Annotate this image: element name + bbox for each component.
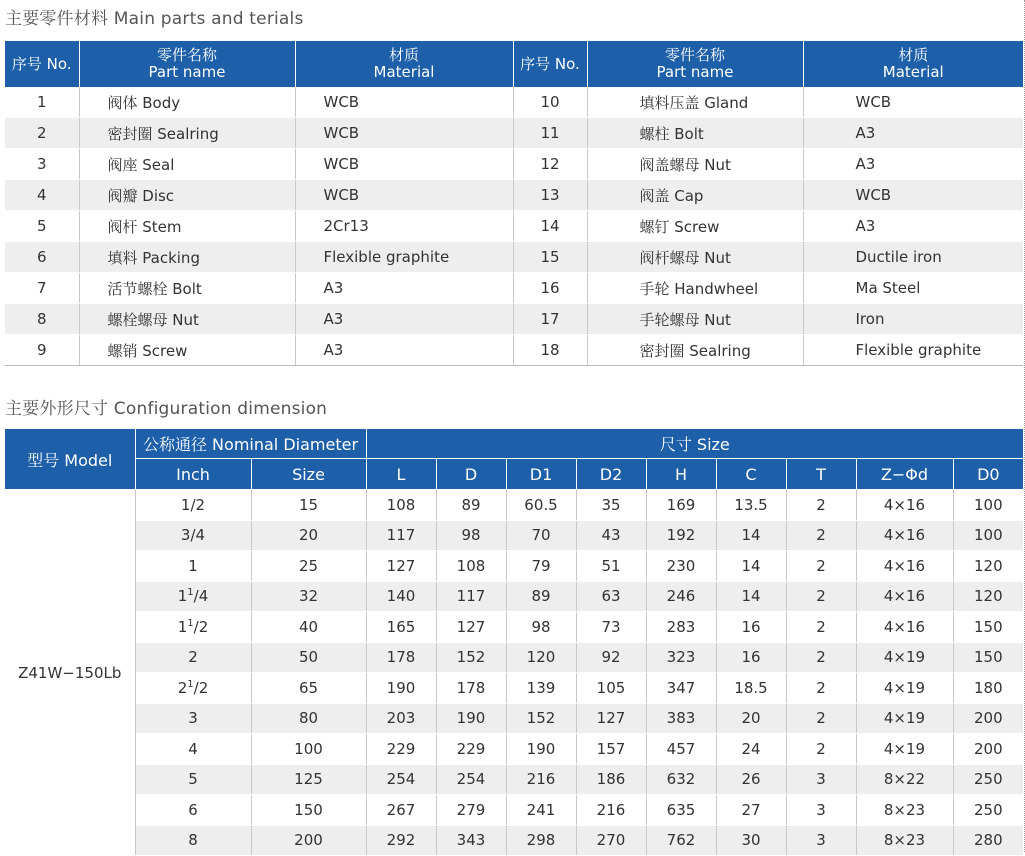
header-part-name-2 [587, 41, 803, 87]
part-material: Ductile iron [803, 242, 1023, 273]
table-row [5, 304, 1023, 335]
dim-d0-cell: 120 [953, 581, 1023, 612]
dim-d-cell: 152 [436, 642, 506, 673]
table-row [5, 764, 1023, 795]
inch-cell: 3 [135, 703, 251, 734]
dim-h-cell: 283 [646, 612, 716, 643]
dim-h-cell: 323 [646, 642, 716, 673]
dim-d2-cell: 270 [576, 825, 646, 856]
part-name: 阀座 Seal [79, 149, 295, 180]
dim-d1-cell: 152 [506, 703, 576, 734]
part-name: 阀体 Body [79, 87, 295, 118]
dim-l-cell: 203 [366, 703, 436, 734]
inch-whole: 1 [177, 617, 188, 636]
dim-zphid-cell: 4×16 [856, 612, 953, 643]
dim-h-cell: 632 [646, 764, 716, 795]
part-no: 7 [5, 273, 79, 304]
dim-h-cell: 457 [646, 734, 716, 765]
dim-d1-cell: 98 [506, 612, 576, 643]
dim-l-cell: 127 [366, 551, 436, 582]
dim-d0-cell: 200 [953, 734, 1023, 765]
dim-h-cell: 347 [646, 673, 716, 704]
inch-cell: 4 [135, 734, 251, 765]
dim-h-cell: 169 [646, 490, 716, 521]
dim-d2-cell: 73 [576, 612, 646, 643]
header-T: T [786, 459, 856, 490]
part-no: 16 [513, 273, 587, 304]
dim-d-cell: 178 [436, 673, 506, 704]
part-name: 阀盖螺母 Nut [587, 149, 803, 180]
dim-d-cell: 279 [436, 795, 506, 826]
dim-d1-cell: 241 [506, 795, 576, 826]
part-no: 15 [513, 242, 587, 273]
dim-zphid-cell: 8×23 [856, 825, 953, 856]
dim-h-cell: 230 [646, 551, 716, 582]
part-no: 11 [513, 118, 587, 149]
inch-cell: 6 [135, 795, 251, 826]
table-row [5, 149, 1023, 180]
dim-d0-cell: 120 [953, 551, 1023, 582]
dim-c-cell: 26 [716, 764, 786, 795]
dim-d2-cell: 186 [576, 764, 646, 795]
dim-zphid-cell: 4×19 [856, 703, 953, 734]
table-row [5, 490, 1023, 521]
dim-d0-cell: 200 [953, 703, 1023, 734]
inch-fraction-denominator: /2 [193, 617, 209, 636]
dim-size-cell: 20 [251, 520, 366, 551]
table-row [5, 612, 1023, 643]
part-name: 密封圈 Sealring [79, 118, 295, 149]
dim-d1-cell: 70 [506, 520, 576, 551]
dim-t-cell: 2 [786, 734, 856, 765]
inch-cell: 8 [135, 825, 251, 856]
inch-fraction-denominator: /4 [193, 587, 209, 606]
dim-l-cell: 108 [366, 490, 436, 521]
inch-fraction-numerator: 1 [187, 617, 194, 629]
dim-header-row-2 [5, 459, 1023, 490]
dim-d0-cell: 180 [953, 673, 1023, 704]
dim-c-cell: 18.5 [716, 673, 786, 704]
dim-d1-cell: 298 [506, 825, 576, 856]
dim-c-cell: 14 [716, 581, 786, 612]
table-row [5, 581, 1023, 612]
inch-fraction-numerator: 1 [187, 587, 194, 599]
header-part-name-en: Part name [148, 63, 226, 81]
table-row [5, 273, 1023, 304]
table-row [5, 335, 1023, 366]
dim-d1-cell: 120 [506, 642, 576, 673]
dim-d-cell: 343 [436, 825, 506, 856]
part-material: WCB [803, 87, 1023, 118]
dim-d1-cell: 139 [506, 673, 576, 704]
dim-c-cell: 27 [716, 795, 786, 826]
dim-t-cell: 2 [786, 642, 856, 673]
part-material: Flexible graphite [803, 335, 1023, 366]
table-row [5, 87, 1023, 118]
header-size: Size [251, 459, 366, 490]
header-part-name-cn: 零件名称 [156, 46, 217, 64]
dim-d1-cell: 89 [506, 581, 576, 612]
dim-zphid-cell: 8×23 [856, 795, 953, 826]
dim-l-cell: 267 [366, 795, 436, 826]
dim-t-cell: 2 [786, 703, 856, 734]
part-name: 螺钉 Screw [587, 211, 803, 242]
part-material: A3 [295, 304, 513, 335]
header-material-2 [803, 41, 1023, 87]
part-no: 5 [5, 211, 79, 242]
inch-fraction-denominator: /2 [193, 678, 209, 697]
dim-t-cell: 3 [786, 764, 856, 795]
dim-t-cell: 2 [786, 612, 856, 643]
dim-t-cell: 2 [786, 520, 856, 551]
part-no: 12 [513, 149, 587, 180]
inch-cell: 1/2 [135, 490, 251, 521]
header-D2: D2 [576, 459, 646, 490]
dim-d0-cell: 280 [953, 825, 1023, 856]
part-name: 阀杆螺母 Nut [587, 242, 803, 273]
dim-d2-cell: 105 [576, 673, 646, 704]
dim-d2-cell: 157 [576, 734, 646, 765]
dim-d0-cell: 100 [953, 520, 1023, 551]
dim-l-cell: 140 [366, 581, 436, 612]
header-H: H [646, 459, 716, 490]
dim-d-cell: 117 [436, 581, 506, 612]
part-name: 螺栓螺母 Nut [79, 304, 295, 335]
dim-d2-cell: 92 [576, 642, 646, 673]
dim-l-cell: 229 [366, 734, 436, 765]
part-material: WCB [803, 180, 1023, 211]
dim-size-cell: 15 [251, 490, 366, 521]
dim-l-cell: 254 [366, 764, 436, 795]
model-cell: Z41W−150Lb [5, 490, 135, 856]
dim-zphid-cell: 4×19 [856, 734, 953, 765]
dim-size-cell: 150 [251, 795, 366, 826]
part-material: WCB [295, 87, 513, 118]
part-material: WCB [295, 180, 513, 211]
dim-zphid-cell: 8×22 [856, 764, 953, 795]
header-material-en: Material [373, 63, 435, 81]
dim-c-cell: 30 [716, 825, 786, 856]
dim-t-cell: 3 [786, 825, 856, 856]
header-Z-phi-d: Z−Φd [856, 459, 953, 490]
dim-size-cell: 100 [251, 734, 366, 765]
dim-d2-cell: 127 [576, 703, 646, 734]
header-no-2: 序号 No. [513, 41, 587, 87]
dim-d1-cell: 79 [506, 551, 576, 582]
table-row [5, 703, 1023, 734]
header-D1: D1 [506, 459, 576, 490]
dim-d0-cell: 100 [953, 490, 1023, 521]
dim-d-cell: 127 [436, 612, 506, 643]
dim-d2-cell: 51 [576, 551, 646, 582]
header-L: L [366, 459, 436, 490]
inch-whole: 2 [177, 678, 188, 697]
dim-d0-cell: 250 [953, 764, 1023, 795]
dim-c-cell: 14 [716, 520, 786, 551]
table-row [5, 551, 1023, 582]
configuration-dimension-table [5, 429, 1023, 856]
dim-t-cell: 2 [786, 581, 856, 612]
part-no: 3 [5, 149, 79, 180]
dim-zphid-cell: 4×19 [856, 642, 953, 673]
dim-d0-cell: 250 [953, 795, 1023, 826]
header-D0: D0 [953, 459, 1023, 490]
part-name: 填料 Packing [79, 242, 295, 273]
part-material: A3 [295, 273, 513, 304]
table-row [5, 825, 1023, 856]
dim-size-cell: 32 [251, 581, 366, 612]
part-no: 4 [5, 180, 79, 211]
dim-d-cell: 98 [436, 520, 506, 551]
dim-d0-cell: 150 [953, 612, 1023, 643]
header-inch: Inch [135, 459, 251, 490]
dim-d-cell: 190 [436, 703, 506, 734]
header-part-name-en-2: Part name [656, 63, 734, 81]
part-name: 手轮 Handwheel [587, 273, 803, 304]
table-row [5, 734, 1023, 765]
dim-size-cell: 200 [251, 825, 366, 856]
dim-header-row-1 [5, 429, 1023, 459]
part-material: 2Cr13 [295, 211, 513, 242]
dim-zphid-cell: 4×16 [856, 520, 953, 551]
parts-materials-table [5, 41, 1023, 366]
dim-d-cell: 89 [436, 490, 506, 521]
part-no: 18 [513, 335, 587, 366]
table-row [5, 242, 1023, 273]
dim-l-cell: 292 [366, 825, 436, 856]
part-no: 9 [5, 335, 79, 366]
part-no: 13 [513, 180, 587, 211]
header-material-cn: 材质 [388, 46, 419, 64]
header-model: 型号 Model [5, 429, 135, 490]
part-material: WCB [295, 118, 513, 149]
inch-cell: 3/4 [135, 520, 251, 551]
part-no: 14 [513, 211, 587, 242]
dim-h-cell: 192 [646, 520, 716, 551]
dim-l-cell: 117 [366, 520, 436, 551]
dim-l-cell: 165 [366, 612, 436, 643]
header-size-group: 尺寸 Size [366, 429, 1023, 459]
parts-header-row [5, 41, 1023, 87]
inch-cell [135, 673, 251, 704]
dim-d1-cell: 190 [506, 734, 576, 765]
inch-cell: 1 [135, 551, 251, 582]
table-row [5, 211, 1023, 242]
inch-cell [135, 612, 251, 643]
table-row [5, 673, 1023, 704]
part-material: A3 [803, 149, 1023, 180]
part-no: 6 [5, 242, 79, 273]
table-row [5, 642, 1023, 673]
dim-d2-cell: 216 [576, 795, 646, 826]
dim-d-cell: 229 [436, 734, 506, 765]
table-row [5, 795, 1023, 826]
dim-size-cell: 80 [251, 703, 366, 734]
dim-section-title: 主要外形尺寸 Configuration dimension [5, 399, 328, 419]
dim-size-cell: 65 [251, 673, 366, 704]
inch-cell: 5 [135, 764, 251, 795]
table-row [5, 118, 1023, 149]
header-D: D [436, 459, 506, 490]
dim-size-cell: 25 [251, 551, 366, 582]
header-material-en-2: Material [882, 63, 944, 81]
dim-l-cell: 178 [366, 642, 436, 673]
dim-d-cell: 254 [436, 764, 506, 795]
part-material: Flexible graphite [295, 242, 513, 273]
table-row [5, 520, 1023, 551]
dim-c-cell: 14 [716, 551, 786, 582]
dim-t-cell: 3 [786, 795, 856, 826]
part-name: 阀瓣 Disc [79, 180, 295, 211]
inch-cell [135, 581, 251, 612]
part-name: 阀盖 Cap [587, 180, 803, 211]
header-C: C [716, 459, 786, 490]
dim-c-cell: 24 [716, 734, 786, 765]
part-material: A3 [295, 335, 513, 366]
part-name: 手轮螺母 Nut [587, 304, 803, 335]
dim-t-cell: 2 [786, 551, 856, 582]
dim-d2-cell: 63 [576, 581, 646, 612]
dim-c-cell: 16 [716, 612, 786, 643]
parts-section-title: 主要零件材料 Main parts and terials [5, 9, 304, 29]
dim-h-cell: 762 [646, 825, 716, 856]
part-no: 1 [5, 87, 79, 118]
part-no: 8 [5, 304, 79, 335]
dim-zphid-cell: 4×16 [856, 581, 953, 612]
inch-cell: 2 [135, 642, 251, 673]
dim-c-cell: 13.5 [716, 490, 786, 521]
dim-size-cell: 50 [251, 642, 366, 673]
part-material: A3 [803, 211, 1023, 242]
dim-d1-cell: 60.5 [506, 490, 576, 521]
part-name: 螺销 Screw [79, 335, 295, 366]
dim-d-cell: 108 [436, 551, 506, 582]
dim-size-cell: 40 [251, 612, 366, 643]
header-part-name [79, 41, 295, 87]
dim-h-cell: 635 [646, 795, 716, 826]
part-material: A3 [803, 118, 1023, 149]
dim-d1-cell: 216 [506, 764, 576, 795]
dim-h-cell: 383 [646, 703, 716, 734]
dim-d0-cell: 150 [953, 642, 1023, 673]
part-material: WCB [295, 149, 513, 180]
part-material: Iron [803, 304, 1023, 335]
dim-zphid-cell: 4×19 [856, 673, 953, 704]
part-name: 阀杆 Stem [79, 211, 295, 242]
inch-fraction-numerator: 1 [187, 678, 194, 690]
part-material: Ma Steel [803, 273, 1023, 304]
dim-t-cell: 2 [786, 673, 856, 704]
part-no: 17 [513, 304, 587, 335]
dim-zphid-cell: 4×16 [856, 490, 953, 521]
dim-zphid-cell: 4×16 [856, 551, 953, 582]
header-no: 序号 No. [5, 41, 79, 87]
part-name: 螺柱 Bolt [587, 118, 803, 149]
part-name: 密封圈 Sealring [587, 335, 803, 366]
header-part-name-cn-2: 零件名称 [664, 46, 725, 64]
inch-whole: 1 [177, 587, 188, 606]
dim-l-cell: 190 [366, 673, 436, 704]
table-row [5, 180, 1023, 211]
part-no: 2 [5, 118, 79, 149]
dim-c-cell: 16 [716, 642, 786, 673]
dim-h-cell: 246 [646, 581, 716, 612]
part-no: 10 [513, 87, 587, 118]
header-material [295, 41, 513, 87]
part-name: 活节螺栓 Bolt [79, 273, 295, 304]
dim-d2-cell: 43 [576, 520, 646, 551]
dim-t-cell: 2 [786, 490, 856, 521]
dim-size-cell: 125 [251, 764, 366, 795]
header-material-cn-2: 材质 [898, 46, 929, 64]
dim-d2-cell: 35 [576, 490, 646, 521]
header-nominal-diameter: 公称通径 Nominal Diameter [135, 429, 366, 459]
dim-c-cell: 20 [716, 703, 786, 734]
part-name: 填料压盖 Gland [587, 87, 803, 118]
